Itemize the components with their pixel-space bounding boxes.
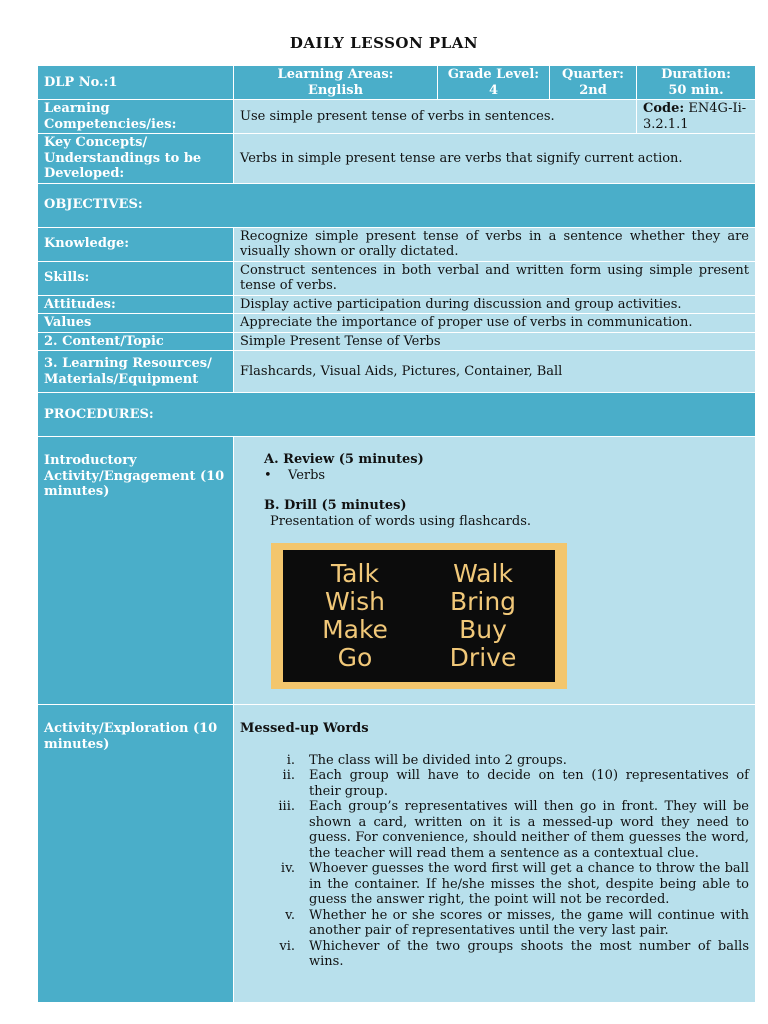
intro-activity-content <box>234 437 756 705</box>
list-item <box>240 908 749 939</box>
flashcard-word: Make <box>322 615 388 644</box>
step-number: iv. <box>280 861 295 876</box>
flashcard-word: Buy <box>459 615 507 644</box>
skills-label: Skills: <box>38 261 234 295</box>
competencies-value: Use simple present tense of verbs in sentences. <box>234 100 637 134</box>
flashcard-word: Walk <box>453 559 513 588</box>
values-value: Appreciate the importance of proper use of verbs in communication. <box>234 314 756 333</box>
objectives-heading: OBJECTIVES: <box>38 183 756 227</box>
grade-level-cell <box>438 66 550 100</box>
key-concepts-value: Verbs in simple present tense are verbs that signify current action. <box>234 134 756 184</box>
code-label: Code: <box>643 101 685 116</box>
duration-cell <box>637 66 756 100</box>
step-number: iii. <box>278 799 295 814</box>
duration-value: 50 min. <box>668 82 724 98</box>
duration-label: Duration: <box>661 67 731 82</box>
step-number: v. <box>285 907 295 923</box>
knowledge-label: Knowledge: <box>38 227 234 261</box>
step-text: The class will be divided into 2 groups. <box>309 752 567 768</box>
drill-heading <box>264 498 745 514</box>
step-text: Whichever of the two groups shoots the most number of balls wins. <box>309 938 749 969</box>
lesson-plan-table <box>37 65 756 1003</box>
flashcard-image <box>271 543 567 689</box>
resources-value: Flashcards, Visual Aids, Pictures, Container, Ball <box>234 351 756 393</box>
knowledge-value: Recognize simple present tense of verbs in a sentence whether they are visually shown or orally dictated. <box>234 227 756 261</box>
review-title: Review (5 minutes) <box>283 452 424 467</box>
skills-value: Construct sentences in both verbal and written form using simple present tense of verbs. <box>234 261 756 295</box>
attitudes-value: Display active participation during discussion and group activities. <box>234 295 756 314</box>
code-value: EN4G-Ii-3.2.1.1 <box>643 101 747 132</box>
activity-steps-list <box>240 753 749 970</box>
flashcard-word: Bring <box>449 587 517 616</box>
step-number: i. <box>286 752 295 768</box>
step-text: Each group will have to decide on ten (10) representatives of their group. <box>309 768 749 799</box>
key-concepts-label: Key Concepts/ Understandings to be Developed: <box>38 134 234 184</box>
drill-text: Presentation of words using flashcards. <box>270 513 532 529</box>
list-item <box>240 768 749 799</box>
flashcard-word: Drive <box>449 643 517 672</box>
step-number: ii. <box>282 768 295 783</box>
flashcard-word: Talk <box>331 559 379 588</box>
attitudes-label: Attitudes: <box>38 295 234 314</box>
drill-marker: B. <box>264 498 280 513</box>
bullet-icon: • <box>264 467 272 483</box>
flashcard-word: Wish <box>325 587 385 616</box>
grade-level-label: Grade Level: <box>447 67 540 82</box>
competencies-label: Learning Competencies/ies: <box>38 100 234 134</box>
resources-label: 3. Learning Resources/ Materials/Equipment <box>38 351 234 393</box>
quarter-label: Quarter: <box>562 67 624 82</box>
grade-level-value: 4 <box>488 82 499 98</box>
page-title: DAILY LESSON PLAN <box>289 34 479 52</box>
list-item <box>240 753 749 769</box>
list-item <box>240 799 749 861</box>
drill-title: Drill (5 minutes) <box>284 498 407 513</box>
learning-areas-label: Learning Areas: <box>277 67 394 82</box>
review-heading <box>264 452 745 468</box>
activity-title: Messed-up Words <box>240 721 369 736</box>
list-item <box>240 861 749 908</box>
content-topic-value: Simple Present Tense of Verbs <box>234 332 756 351</box>
learning-areas-value: English <box>307 82 364 98</box>
step-text: Each group’s representatives will then go in front. They will be shown a card, written on it is a messed-up word they need to guess. For convenience, should neither of them guesses the word, the teacher will read them a sentence as a contextual clue. <box>309 799 749 861</box>
step-number: vi. <box>279 938 295 954</box>
competency-code <box>637 100 756 134</box>
activity-exploration-label: Activity/Exploration (10 minutes) <box>38 705 234 1003</box>
learning-areas-cell <box>234 66 438 100</box>
quarter-value: 2nd <box>579 82 607 98</box>
step-text: Whoever guesses the word first will get a chance to throw the ball in the container. If he/she misses the shot, despite being able to guess the answer right, the point will not be recorded. <box>309 861 749 907</box>
intro-activity-label: Introductory Activity/Engagement (10 minutes) <box>38 437 234 705</box>
list-item <box>240 939 749 970</box>
content-topic-label: 2. Content/Topic <box>38 332 234 351</box>
quarter-cell <box>550 66 637 100</box>
flashcard-word: Go <box>337 643 373 672</box>
step-text: Whether he or she scores or misses, the game will continue with another pair of representatives until the very last pair. <box>309 907 749 938</box>
values-label: Values <box>38 314 234 333</box>
activity-exploration-content <box>234 705 756 1003</box>
dlp-number: DLP No.:1 <box>38 66 234 100</box>
review-marker: A. <box>264 452 279 467</box>
review-bullet-item <box>264 468 745 484</box>
procedures-heading: PROCEDURES: <box>38 393 756 437</box>
review-bullet-text: Verbs <box>288 467 326 483</box>
